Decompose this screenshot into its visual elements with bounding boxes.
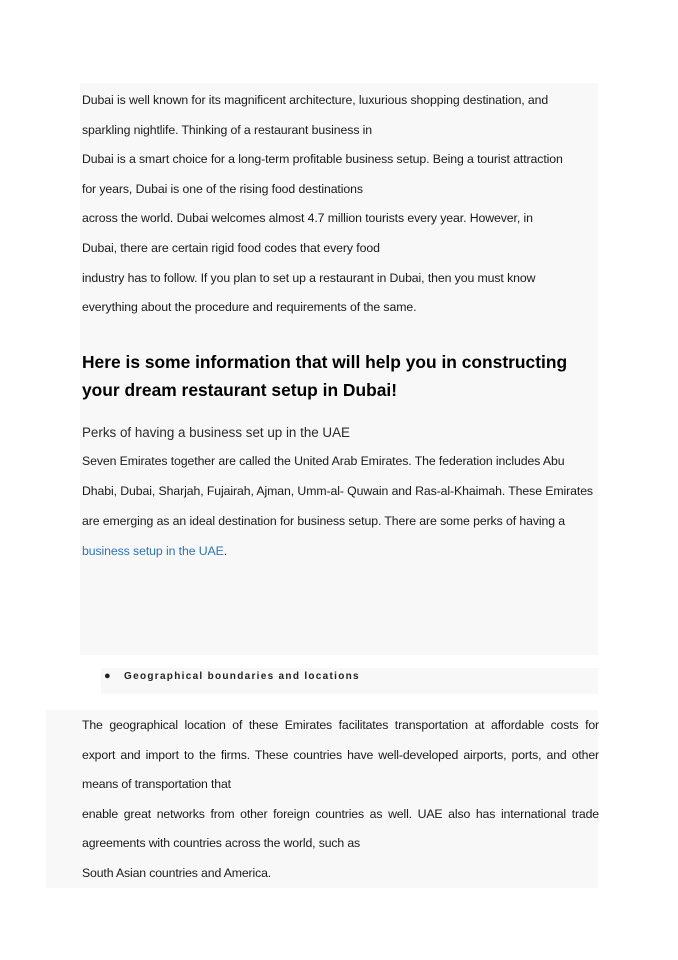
intro-paragraph	[82, 86, 596, 323]
intro-line: industry has to follow. If you plan to set up a restaurant in Dubai, then you must know	[82, 270, 536, 285]
intro-line: sparkling nightlife. Thinking of a restaurant business in	[82, 122, 373, 137]
perks-paragraph	[82, 446, 596, 566]
intro-line: for years, Dubai is one of the rising food destinations	[82, 181, 363, 196]
intro-line: across the world. Dubai welcomes almost 4.7 million tourists every year. However, in	[82, 211, 533, 226]
bullet-dot-icon: ●	[104, 670, 112, 682]
perks-text: Seven Emirates together are called the United Arab Emirates. The federation includes Abu Dhabi, Dubai, Sharjah, Fujairah, Ajman, Umm-al- Quwain and Ras-al-Khaimah. These Emirates are emerging as an ideal destination for business setup. There are some perks of having a	[82, 454, 593, 528]
bullet-label: Geographical boundaries and locations	[124, 671, 360, 682]
intro-line: Dubai is a smart choice for a long-term profitable business setup. Being a tourist attraction	[82, 152, 563, 167]
geo-paragraph	[82, 711, 599, 889]
intro-line: everything about the procedure and requirements of the same.	[82, 300, 417, 315]
geo-line: The geographical location of these Emirates facilitates transportation at affordable costs for export and import to the firms. These countries have well-developed airports, ports, and other means of transportation that	[82, 718, 599, 792]
section-heading: Here is some information that will help you in constructing your dream restaurant setup in Dubai!	[82, 352, 568, 400]
perks-end: .	[223, 544, 228, 558]
bullet-item	[104, 668, 360, 685]
intro-line: Dubai, there are certain rigid food codes that every food	[82, 240, 380, 255]
geo-line: South Asian countries and America.	[82, 865, 272, 880]
geo-line: enable great networks from other foreign countries as well. UAE also has international trade agreements with countries across the world, such as	[82, 806, 599, 851]
business-setup-link[interactable]: business setup in the UAE	[82, 544, 224, 558]
intro-line: Dubai is well known for its magnificent architecture, luxurious shopping destination, and	[82, 93, 549, 107]
perks-subheading: Perks of having a business set up in the UAE	[82, 425, 350, 440]
